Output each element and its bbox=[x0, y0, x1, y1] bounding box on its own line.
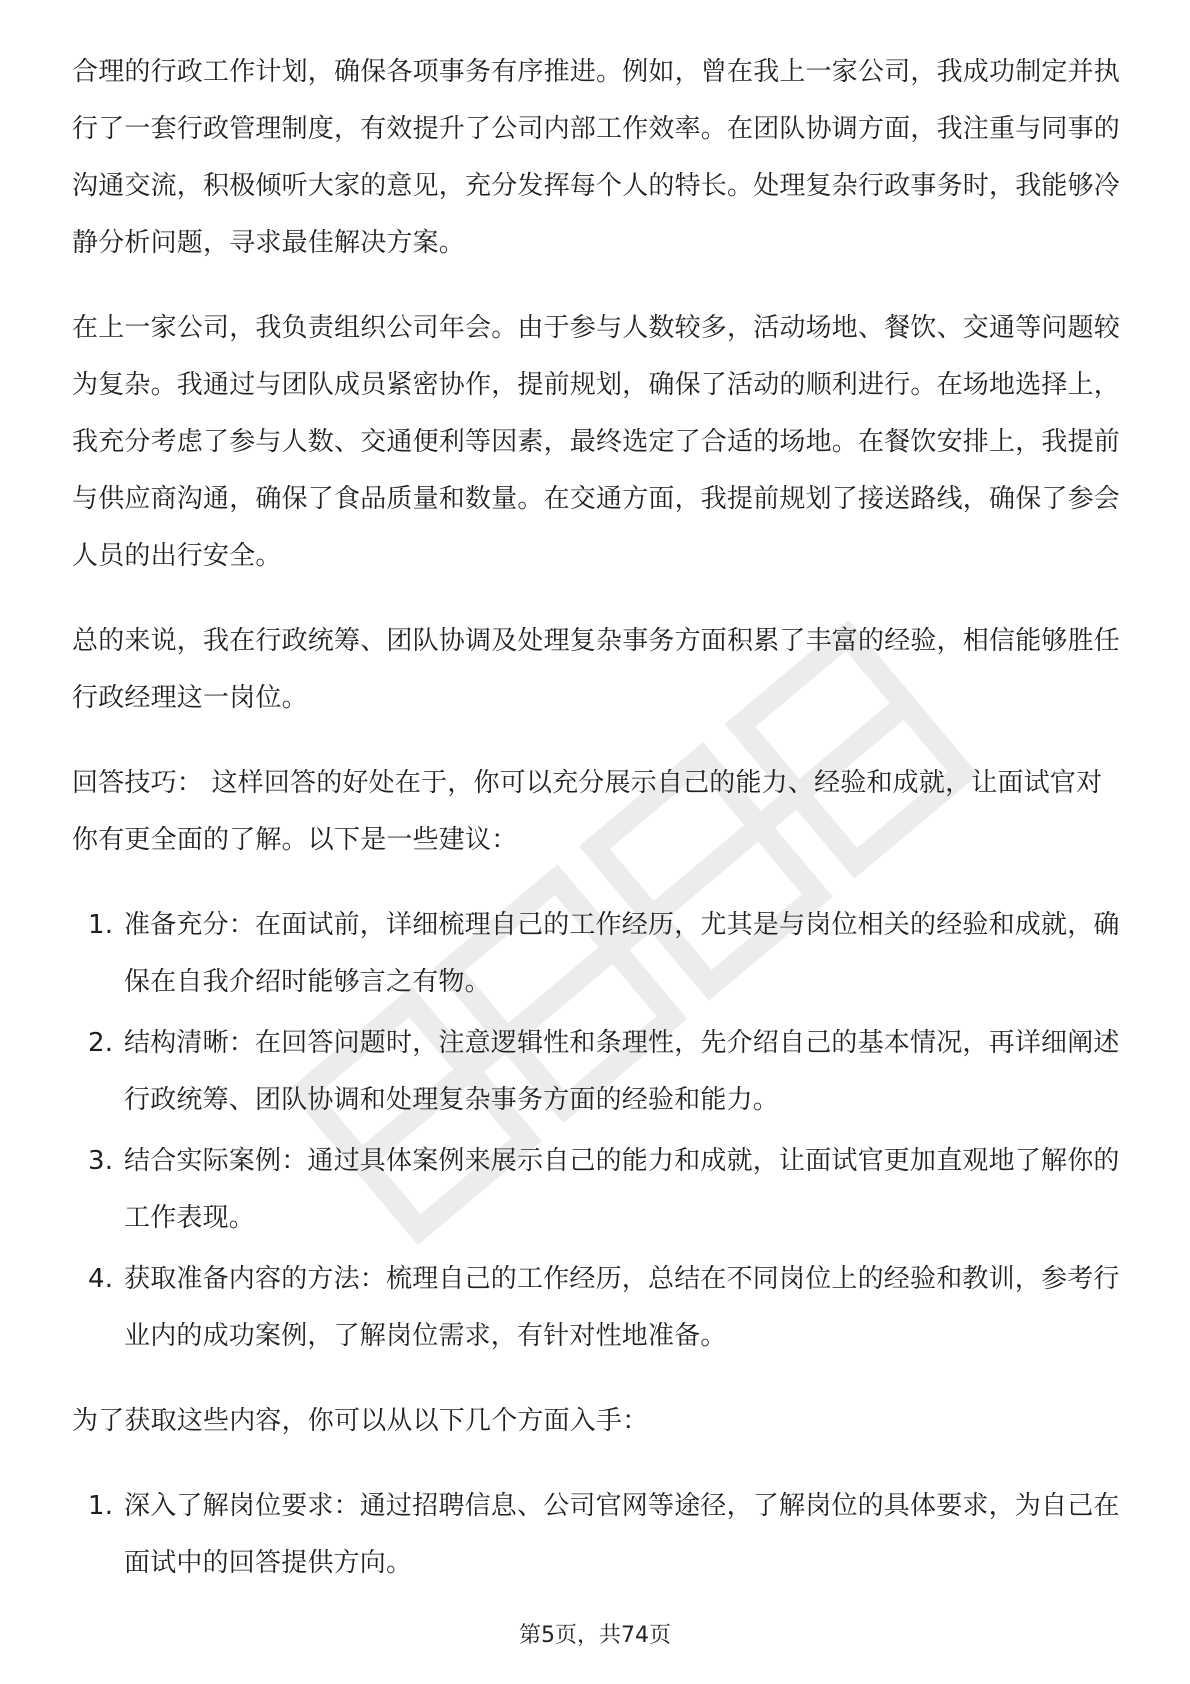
document-body bbox=[72, 44, 1122, 1620]
paragraph: 合理的行政工作计划，确保各项事务有序推进。例如，曾在我上一家公司，我成功制定并执行了一套行政管理制度，有效提升了公司内部工作效率。在团队协调方面，我注重与同事的沟通交流，积极倾听大家的意见，充分发挥每个人的特长。处理复杂行政事务时，我能够冷静分析问题，寻求最佳解决方案。 bbox=[72, 57, 1121, 258]
list-item bbox=[72, 1251, 1122, 1365]
page-footer bbox=[0, 1618, 1190, 1649]
list-item bbox=[72, 1133, 1122, 1247]
tips-list bbox=[72, 897, 1122, 1365]
paragraph-answer-tips: 回答技巧： 这样回答的好处在于，你可以充分展示自己的能力、经验和成就，让面试官对你有更全面的了解。以下是一些建议： bbox=[72, 768, 1103, 855]
paragraph: 为了获取这些内容，你可以从以下几个方面入手： bbox=[72, 1406, 649, 1436]
sources-list bbox=[72, 1478, 1122, 1592]
list-text: 结合实际案例：通过具体案例来展示自己的能力和成就，让面试官更加直观地了解你的工作表现。 bbox=[124, 1146, 1120, 1233]
page-number: 第5页，共74页 bbox=[519, 1623, 671, 1648]
list-text: 结构清晰：在回答问题时，注意逻辑性和条理性，先介绍自己的基本情况，再详细阐述行政统筹、团队协调和处理复杂事务方面的经验和能力。 bbox=[124, 1028, 1120, 1115]
paragraph: 在上一家公司，我负责组织公司年会。由于参与人数较多，活动场地、餐饮、交通等问题较为复杂。我通过与团队成员紧密协作，提前规划，确保了活动的顺利进行。在场地选择上，我充分考虑了参与人数、交通便利等因素，最终选定了合适的场地。在餐饮安排上，我提前与供应商沟通，确保了食品质量和数量。在交通方面，我提前规划了接送路线，确保了参会人员的出行安全。 bbox=[72, 313, 1121, 571]
list-text: 准备充分：在面试前，详细梳理自己的工作经历，尤其是与岗位相关的经验和成就，确保在自我介绍时能够言之有物。 bbox=[124, 910, 1120, 997]
list-number: 1. bbox=[88, 1491, 114, 1521]
list-item bbox=[72, 1478, 1122, 1592]
list-text: 获取准备内容的方法：梳理自己的工作经历，总结在不同岗位上的经验和教训，参考行业内的成功案例，了解岗位需求，有针对性地准备。 bbox=[124, 1264, 1120, 1351]
list-item bbox=[72, 1015, 1122, 1129]
list-number: 2. bbox=[88, 1028, 114, 1058]
list-item bbox=[72, 897, 1122, 1011]
list-number: 3. bbox=[88, 1146, 114, 1176]
list-number: 1. bbox=[88, 910, 114, 940]
list-number: 4. bbox=[88, 1264, 114, 1294]
paragraph: 总的来说，我在行政统筹、团队协调及处理复杂事务方面积累了丰富的经验，相信能够胜任行政经理这一岗位。 bbox=[72, 626, 1121, 713]
list-text: 深入了解岗位要求：通过招聘信息、公司官网等途径，了解岗位的具体要求，为自己在面试中的回答提供方向。 bbox=[124, 1491, 1120, 1578]
